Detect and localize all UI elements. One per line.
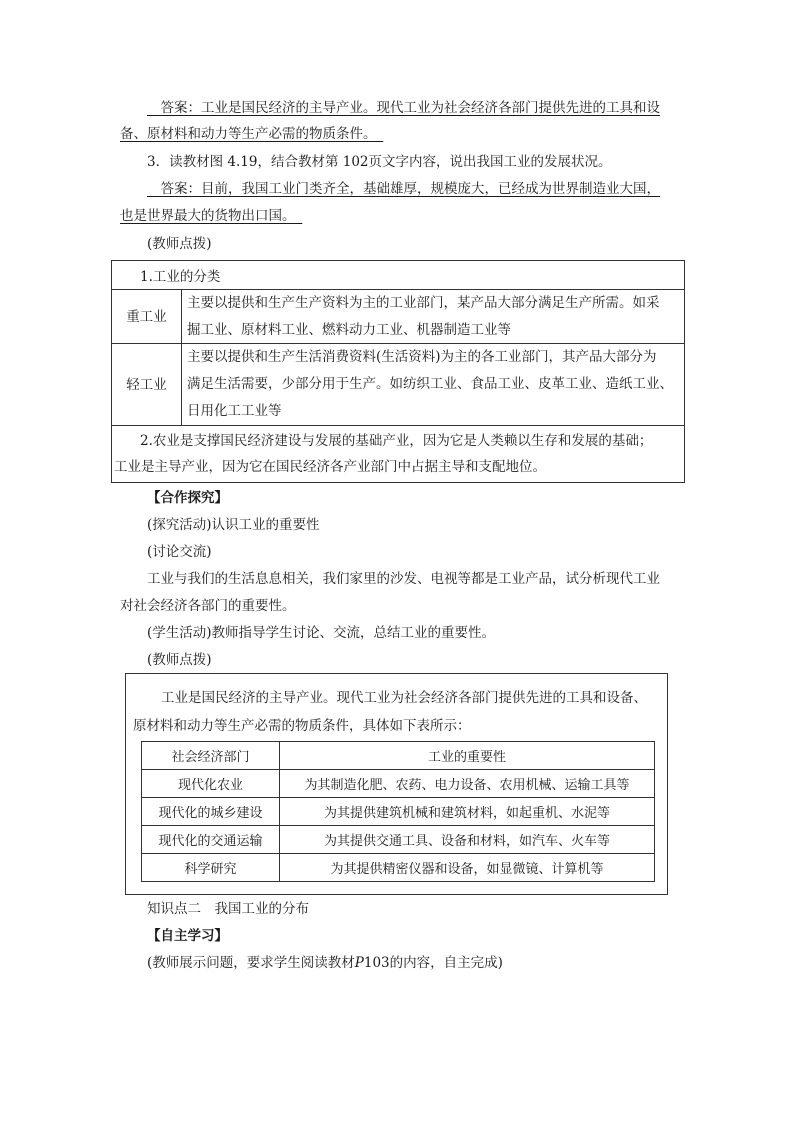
heavy-industry-desc: 主要以提供和生产生产资料为主的工业部门，某产品大部分满足生产所需。如采 掘工业、原材料工业、燃料动力工业、机器制造工业等 [187,295,660,338]
column-header: 社会经济部门 [142,742,280,770]
teacher-show-instruction: (教师展示问题，要求学生阅读教材P103的内容，自主完成) [147,955,503,971]
table-cell: 现代化农业 [142,770,280,798]
importance-table [141,741,655,882]
table-cell: 科学研究 [142,854,280,882]
answer3-line1: 答案：目前，我国工业门类齐全，基础雄厚，规模庞大，已经成为世界制造业大国， [147,181,660,197]
agriculture-note: 2.农业是支撑国民经济建设与发展的基础产业，因为它是人类赖以生存和发展的基础； 工业是主导产业，因为它在国民经济各产业部门中占据主导和支配地位。 [114,433,653,475]
table-cell: 为其提供建筑机械和建筑材料，如起重机、水泥等 [280,798,655,826]
answer3-line2: 也是世界最大的货物出口国。 [120,208,303,224]
explore-activity: (探究活动)认识工业的重要性 [147,517,320,533]
discuss-text-line2: 对社会经济各部门的重要性。 [120,598,296,614]
table-cell: 为其提供精密仪器和设备，如显微镜、计算机等 [280,854,655,882]
table-header-row [142,742,655,770]
self-study-heading: 【自主学习】 [147,928,228,944]
teacher-tip-label-2: (教师点拨) [147,652,212,668]
table-row [142,854,655,882]
column-header: 工业的重要性 [280,742,655,770]
light-industry-desc: 主要以提供和生产生活消费资料(生活资料)为主的各工业部门，其产品大部分为 满足生活需要，少部分用于生产。如纺织工业、食品工业、皮革工业、造纸工业、 日用化工工业等 [187,349,673,419]
table-cell: 为其提供交通工具、设备和材料，如汽车、火车等 [280,826,655,854]
table-cell: 现代化的交通运输 [142,826,280,854]
classification-box [111,260,685,483]
teacher-tip-label: (教师点拨) [147,236,212,252]
answer1-line1: 答案：工业是国民经济的主导产业。现代工业为社会经济各部门提供先进的工具和设 [147,100,660,116]
classification-title: 1.工业的分类 [140,269,221,285]
table-row [142,770,655,798]
table-row [142,798,655,826]
importance-intro-line1: 工业是国民经济的主导产业。现代工业为社会经济各部门提供先进的工具和设备、 [161,690,647,706]
table-cell: 为其制造化肥、农药、电力设备、农用机械、运输工具等 [280,770,655,798]
coop-heading: 【合作探究】 [147,490,228,506]
light-industry-label: 轻工业 [126,377,167,393]
knowledge-point-2: 知识点二 我国工业的分布 [147,901,309,917]
table-row [142,826,655,854]
table-cell: 现代化的城乡建设 [142,798,280,826]
student-activity: (学生活动)教师指导学生讨论、交流，总结工业的重要性。 [147,625,496,641]
importance-intro-line2: 原材料和动力等生产必需的物质条件，具体如下表所示： [133,718,471,734]
discuss-text-line1: 工业与我们的生活息息相关，我们家里的沙发、电视等都是工业产品，试分析现代工业 [147,571,660,587]
answer1-line2: 备、原材料和动力等生产必需的物质条件。 [120,126,384,142]
heavy-industry-label: 重工业 [126,309,167,325]
discuss-label: (讨论交流) [147,544,212,560]
question-3: 3．读教材图 4.19，结合教材第 102页文字内容，说出我国工业的发展状况。 [147,154,612,170]
